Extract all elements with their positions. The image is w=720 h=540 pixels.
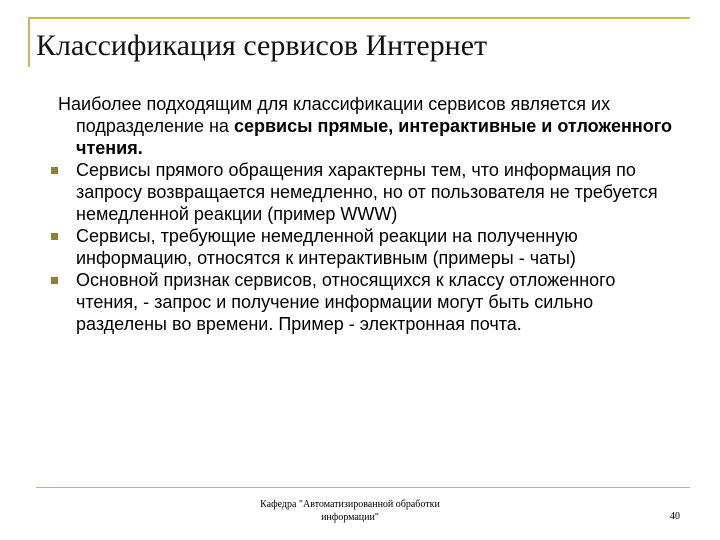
- intro-paragraph: [58, 93, 678, 159]
- intro-bold-text: сервисы прямые, интерактивные и отложенного чтения.: [76, 116, 672, 158]
- title-frame-left-line: [28, 17, 30, 67]
- slide-title: Классификация сервисов Интернет: [36, 29, 488, 62]
- bullet-item: [58, 159, 678, 225]
- bullet-item: [58, 225, 678, 269]
- bullet-item: [58, 269, 678, 335]
- footer-department: Кафедра "Автоматизированной обработки информации": [260, 499, 440, 523]
- slide-body: [58, 93, 678, 335]
- bullet-text: Сервисы, требующие немедленной реакции на полученную информацию, относятся к интерактивным (примеры - чаты): [76, 226, 578, 268]
- bullet-text: Сервисы прямого обращения характерны тем, что информация по запросу возвращается немедленно, но от пользователя не требуется немедленной реакции (пример WWW): [76, 160, 658, 224]
- square-bullet-icon: [51, 167, 58, 174]
- bullet-text: Основной признак сервисов, относящихся к классу отложенного чтения, - запрос и получение информации могут быть сильно разделены во времени. Пример - электронная почта.: [76, 270, 616, 334]
- footer-divider: [36, 487, 690, 488]
- page-number: 40: [670, 511, 680, 522]
- title-frame-top-line: [28, 17, 690, 19]
- intro-text: Наиболее подходящим для классификации сервисов является их подразделение на: [58, 94, 611, 136]
- square-bullet-icon: [51, 233, 58, 240]
- square-bullet-icon: [51, 277, 58, 284]
- bullet-list: [58, 159, 678, 335]
